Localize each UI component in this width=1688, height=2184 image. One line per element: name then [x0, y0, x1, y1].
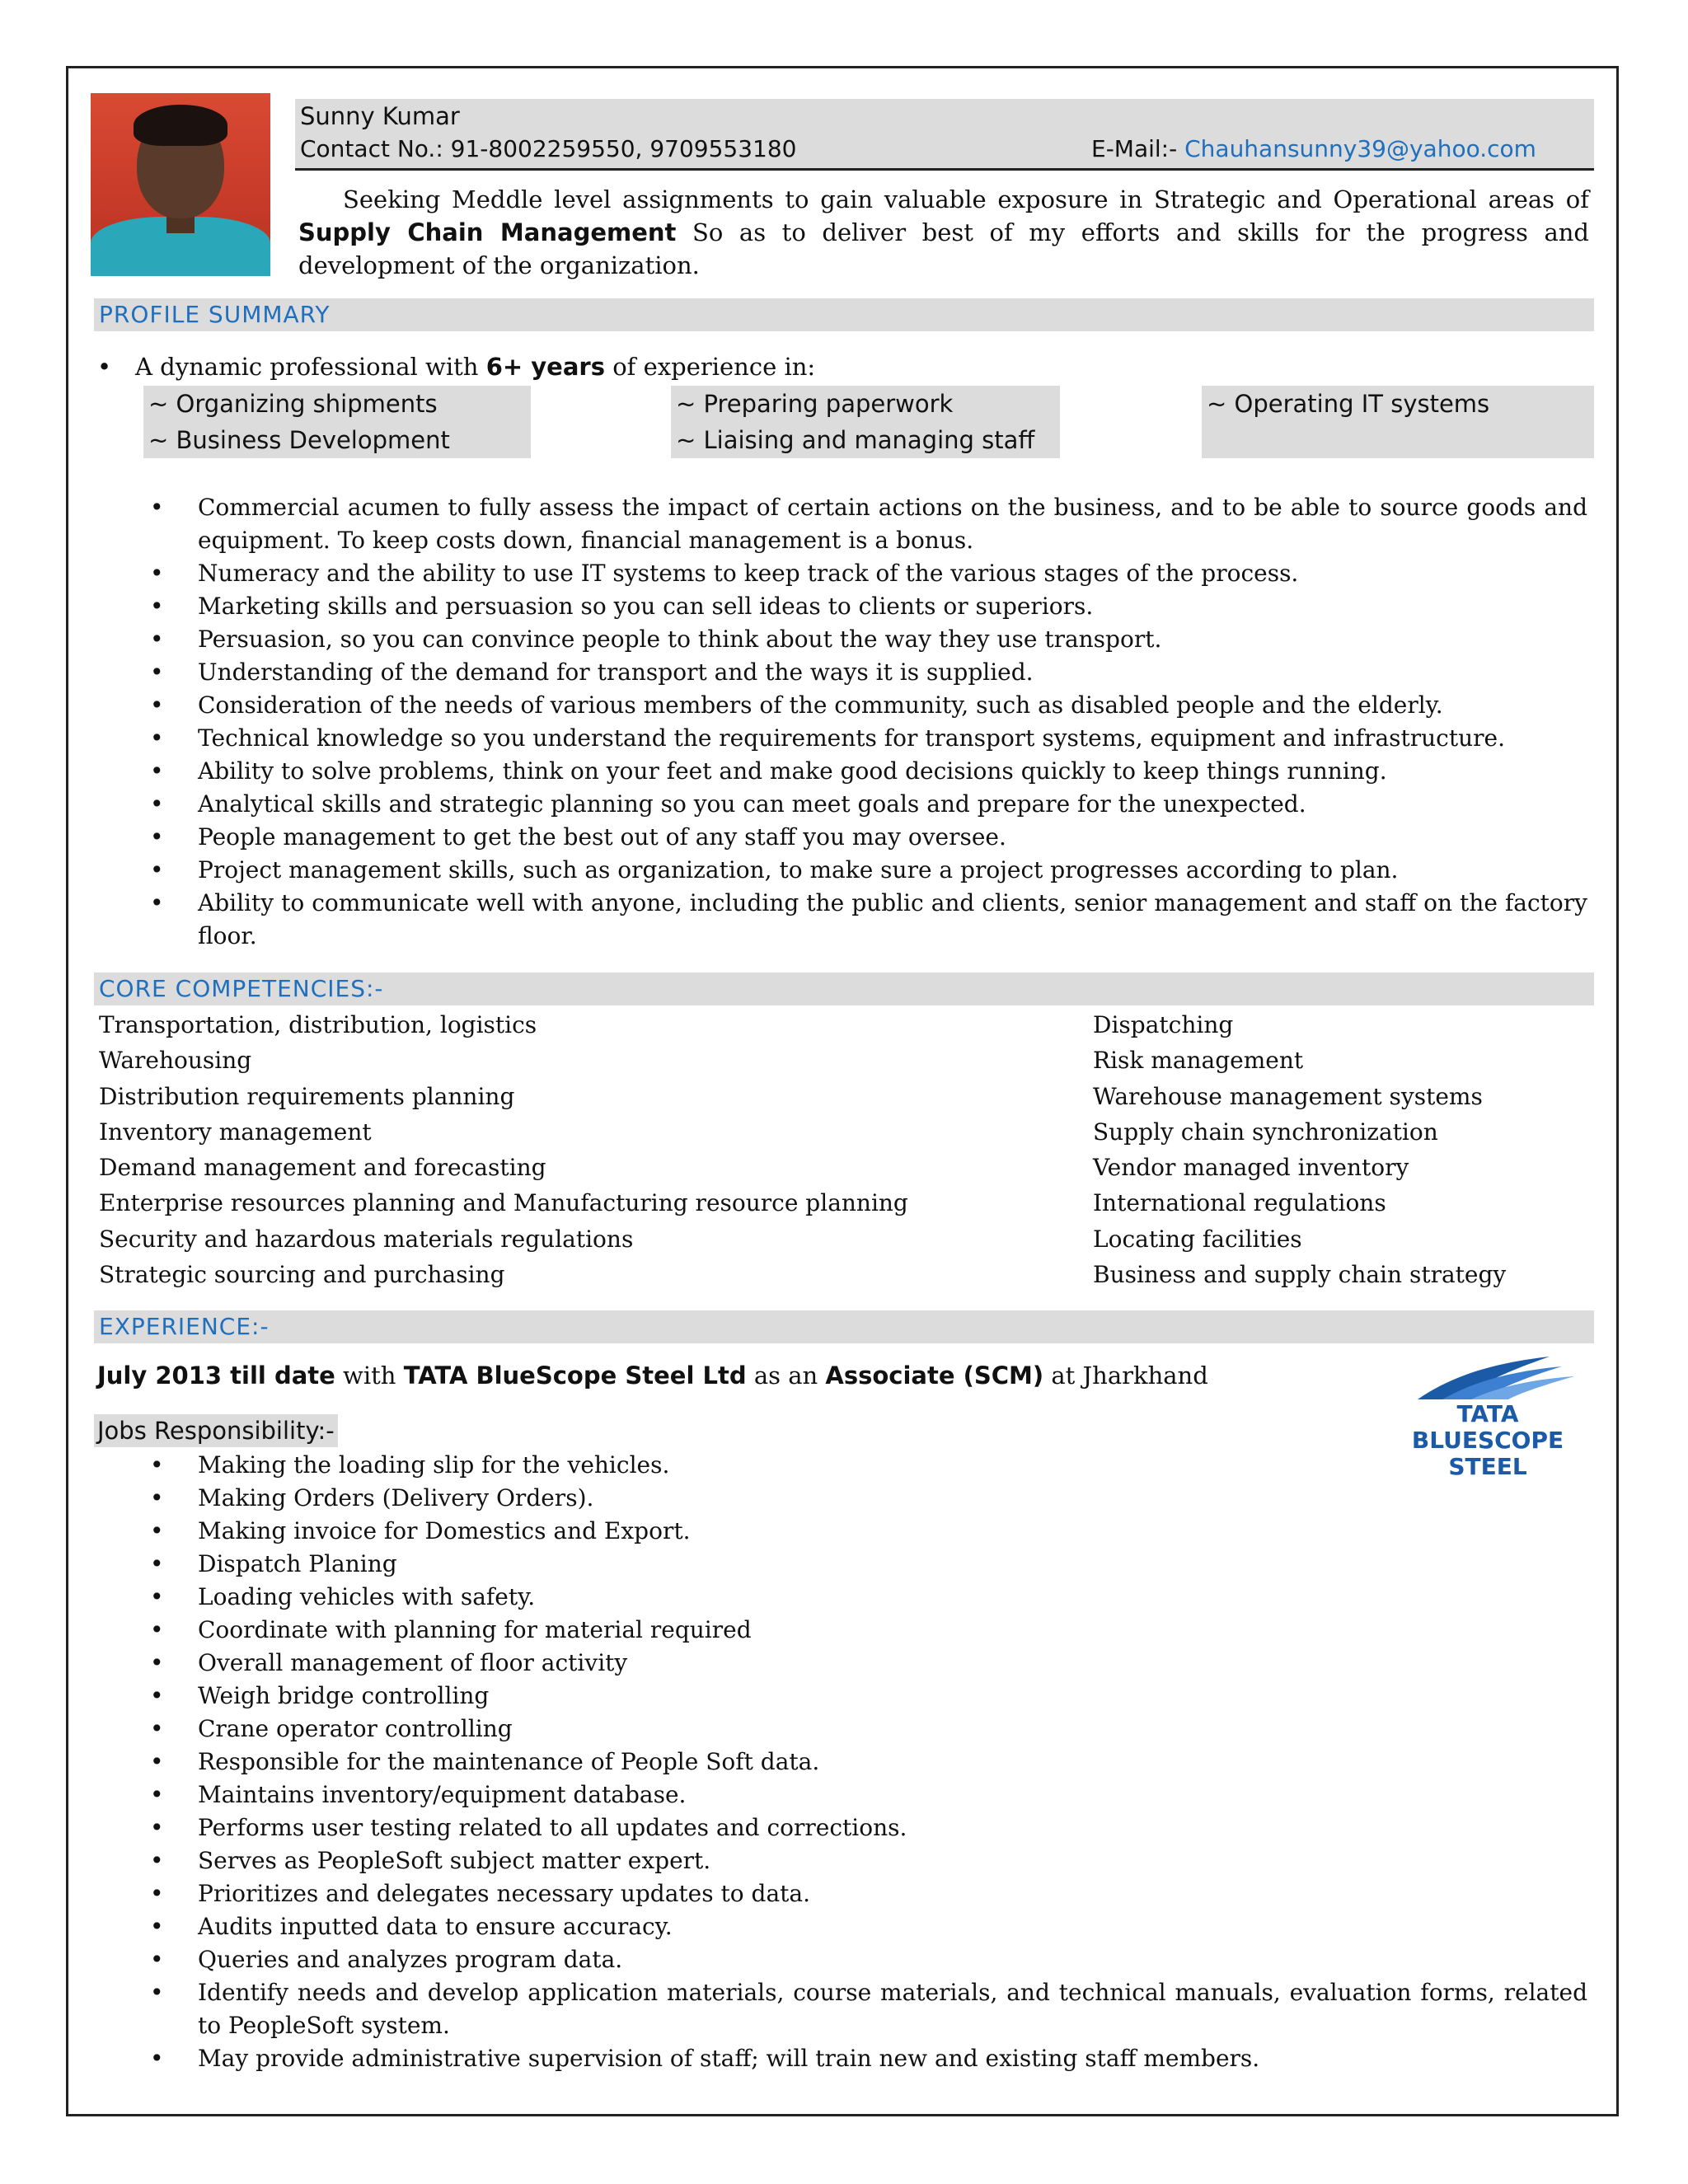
list-item: • Making the loading slip for the vehicles.	[150, 1451, 670, 1479]
list-item: • Understanding of the demand for transport and the ways it is supplied.	[150, 658, 1034, 686]
candidate-name: Sunny Kumar	[300, 102, 460, 130]
list-item: • Loading vehicles with safety.	[150, 1583, 536, 1610]
competency-item: Demand management and forecasting	[99, 1154, 546, 1182]
competency-item: Vendor managed inventory	[1093, 1154, 1409, 1182]
list-item: • Audits inputted data to ensure accuracy.	[150, 1913, 673, 1940]
jobs-responsibility-list	[0, 1449, 1688, 2075]
list-item: • Maintains inventory/equipment database.	[150, 1781, 687, 1808]
skill-box-2	[671, 386, 1060, 458]
list-item: • Weigh bridge controlling	[150, 1682, 490, 1709]
competency-item: Locating facilities	[1093, 1225, 1302, 1253]
competency-item: Strategic sourcing and purchasing	[99, 1261, 505, 1289]
section-heading-core-competencies: CORE COMPETENCIES:-	[94, 972, 1594, 1005]
logo-text: TATA BLUESCOPE STEEL	[1411, 1400, 1564, 1480]
email-label: E-Mail:-	[1091, 135, 1185, 162]
email-link[interactable]: Chauhansunny39@yahoo.com	[1184, 135, 1536, 162]
list-item: • Responsible for the maintenance of People Soft data.	[150, 1748, 820, 1775]
objective-emphasis: Supply Chain Management	[298, 218, 677, 246]
objective-paragraph: Seeking Meddle level assignments to gain valuable exposure in Strategic and Operational areas of Supply Chain Management So as to deliver best of my efforts and skills for the progress and development of the organization.	[298, 185, 1589, 279]
competency-item: International regulations	[1093, 1189, 1386, 1217]
skill-item: ~ Operating IT systems	[1207, 390, 1490, 418]
list-item: • Overall management of floor activity	[150, 1649, 628, 1676]
skill-item: ~ Business Development	[148, 426, 450, 454]
list-item: • Making Orders (Delivery Orders).	[150, 1484, 594, 1511]
company-logo	[1393, 1352, 1582, 1480]
competency-item: Risk management	[1093, 1047, 1304, 1075]
list-item: • Consideration of the needs of various members of the community, such as disabled people and the elderly.	[150, 691, 1443, 719]
skill-item: ~ Organizing shipments	[148, 390, 438, 418]
list-item: • Crane operator controlling	[150, 1715, 513, 1742]
list-item: • Making invoice for Domestics and Export.	[150, 1517, 691, 1544]
logo-swoosh-icon	[1393, 1352, 1582, 1404]
contact-numbers: Contact No.: 91-8002259550, 9709553180	[300, 135, 797, 162]
list-item: • Queries and analyzes program data.	[150, 1946, 623, 1973]
jobs-responsibility-heading: Jobs Responsibility:-	[94, 1414, 338, 1447]
list-item: • Numeracy and the ability to use IT systems to keep track of the various stages of the process.	[150, 560, 1299, 587]
profile-bullet-list	[0, 491, 1688, 953]
list-item: • May provide administrative supervision of staff; will train new and existing staff members.	[150, 2045, 1260, 2072]
competency-item: Transportation, distribution, logistics	[99, 1011, 537, 1038]
list-item: • Ability to communicate well with anyone, including the public and clients, senior management and staff on the factory floor.	[150, 889, 1587, 949]
profile-photo	[91, 93, 270, 276]
list-item: • Technical knowledge so you understand the requirements for transport systems, equipment and infrastructure.	[150, 724, 1505, 752]
section-heading-profile-summary: PROFILE SUMMARY	[94, 298, 1594, 331]
skill-box-1	[143, 386, 531, 458]
list-item: • Coordinate with planning for material required	[150, 1616, 752, 1643]
profile-lead: • A dynamic professional with 6+ years of experience in:	[97, 353, 816, 381]
competencies-left-column	[99, 1007, 908, 1292]
skill-item	[1202, 422, 1594, 458]
competency-item: Distribution requirements planning	[99, 1082, 515, 1110]
list-item: • Ability to solve problems, think on your feet and make good decisions quickly to keep things running.	[150, 757, 1387, 785]
competency-item: Warehouse management systems	[1093, 1082, 1483, 1110]
skill-box-3	[1202, 386, 1594, 458]
email-line	[1091, 135, 1536, 162]
skill-item: ~ Preparing paperwork	[676, 390, 954, 418]
competencies-right-column	[1093, 1007, 1506, 1292]
experience-summary-line: July 2013 till date with TATA BlueScope Steel Ltd as an Associate (SCM) at Jharkhand	[97, 1361, 1208, 1390]
competency-item: Supply chain synchronization	[1093, 1118, 1438, 1146]
header-bar	[295, 99, 1594, 171]
competency-item: Enterprise resources planning and Manufacturing resource planning	[99, 1189, 908, 1217]
list-item: • Dispatch Planing	[150, 1550, 397, 1577]
list-item: • People management to get the best out of any staff you may oversee.	[150, 823, 1006, 851]
skill-item: ~ Liaising and managing staff	[676, 426, 1035, 454]
list-item: • Persuasion, so you can convince people to think about the way they use transport.	[150, 626, 1162, 653]
section-heading-experience: EXPERIENCE:-	[94, 1310, 1594, 1343]
competency-item: Dispatching	[1093, 1011, 1234, 1038]
competency-item: Business and supply chain strategy	[1093, 1261, 1507, 1289]
list-item: • Commercial acumen to fully assess the impact of certain actions on the business, and to be able to source goods and equipment. To keep costs down, financial management is a bonus.	[150, 494, 1587, 554]
list-item: • Marketing skills and persuasion so you can sell ideas to clients or superiors.	[150, 593, 1094, 620]
list-item: • Prioritizes and delegates necessary updates to data.	[150, 1880, 810, 1907]
list-item: • Analytical skills and strategic planning so you can meet goals and prepare for the unexpected.	[150, 790, 1306, 818]
list-item: • Identify needs and develop application materials, course materials, and technical manuals, evaluation forms, related to PeopleSoft system.	[150, 1979, 1587, 2039]
competency-item: Inventory management	[99, 1118, 372, 1146]
list-item: • Serves as PeopleSoft subject matter expert.	[150, 1847, 711, 1874]
list-item: • Performs user testing related to all updates and corrections.	[150, 1814, 907, 1841]
competency-item: Security and hazardous materials regulations	[99, 1225, 634, 1253]
list-item: • Project management skills, such as organization, to make sure a project progresses according to plan.	[150, 856, 1399, 883]
competency-item: Warehousing	[99, 1047, 252, 1075]
